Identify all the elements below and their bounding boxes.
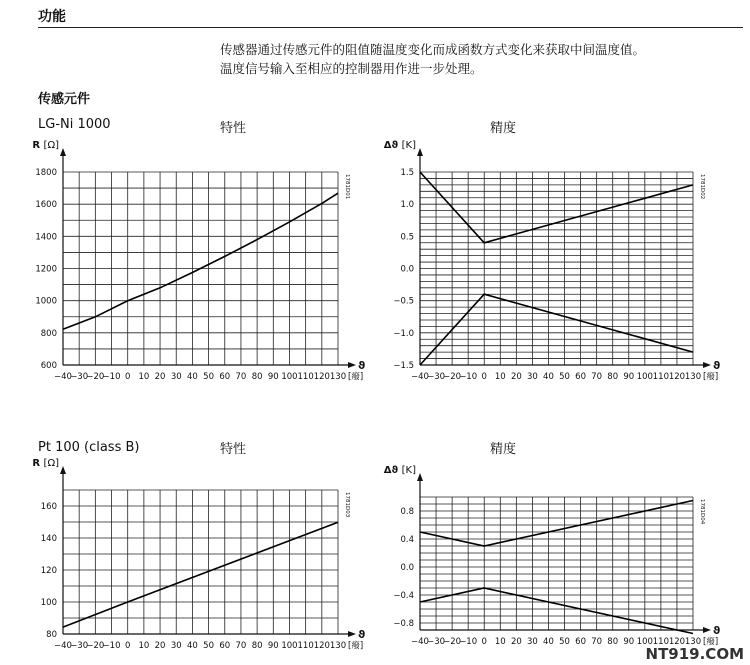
y-tick-label: −0.8 — [393, 619, 414, 629]
x-axis-unit: [癈] — [703, 637, 719, 647]
x-tick-label: 20 — [154, 641, 166, 651]
x-tick-label: 110 — [297, 641, 314, 651]
x-axis-unit: [癈] — [703, 372, 719, 382]
y-tick-label: 0.8 — [400, 507, 414, 517]
x-axis-label: ϑ — [713, 359, 721, 372]
y-axis-label: Δϑ [K] — [383, 465, 416, 476]
x-tick-label: 90 — [623, 637, 635, 647]
x-tick-label: 40 — [543, 637, 554, 647]
x-tick-label: 120 — [313, 641, 330, 651]
x-tick-label: −20 — [86, 372, 105, 382]
x-tick-label: −10 — [102, 372, 121, 382]
x-tick-label: −10 — [102, 641, 121, 651]
y-tick-label: 1000 — [35, 296, 57, 307]
x-axis-label: ϑ — [713, 624, 721, 637]
y-axis-label: Δϑ [K] — [383, 140, 416, 151]
x-tick-label: −30 — [427, 372, 446, 382]
x-tick-label: 40 — [543, 372, 554, 382]
x-tick-label: 0 — [124, 641, 131, 651]
x-tick-label: 40 — [186, 641, 198, 651]
x-tick-label: 120 — [668, 372, 686, 382]
drawing-code: 1781D03 — [344, 492, 350, 518]
x-tick-label: −40 — [54, 641, 72, 651]
x-tick-label: 130 — [684, 637, 702, 647]
heading-accuracy-2: 精度 — [490, 442, 517, 457]
y-tick-label: 80 — [46, 630, 57, 640]
x-axis-label: ϑ — [358, 359, 366, 372]
y-tick-label: 0.0 — [400, 563, 414, 573]
x-tick-label: −20 — [443, 372, 462, 382]
x-tick-label: 20 — [510, 637, 522, 647]
y-tick-label: −1.5 — [393, 361, 414, 371]
x-tick-label: 0 — [481, 637, 487, 647]
x-tick-label: 130 — [684, 372, 702, 382]
y-tick-label: 0.0 — [400, 264, 414, 275]
heading-accuracy-1: 精度 — [490, 121, 517, 136]
x-axis-arrow — [703, 627, 711, 633]
x-tick-label: −40 — [54, 372, 72, 382]
watermark: NT919.COM — [645, 645, 744, 663]
x-tick-label: 30 — [170, 641, 182, 651]
y-tick-label: 800 — [40, 328, 57, 339]
x-tick-label: 80 — [607, 372, 619, 382]
x-tick-label: 30 — [526, 637, 538, 647]
y-tick-label: 100 — [40, 598, 57, 608]
x-tick-label: 60 — [575, 372, 587, 382]
x-tick-label: 100 — [281, 641, 298, 651]
page-title: 功能 — [38, 9, 66, 25]
x-tick-label: 10 — [138, 372, 150, 382]
x-tick-label: −10 — [459, 637, 478, 647]
x-tick-label: 70 — [235, 372, 247, 382]
y-tick-label: 1600 — [35, 200, 57, 211]
heading-characteristic-2: 特性 — [220, 442, 247, 457]
x-tick-label: −30 — [70, 641, 89, 651]
x-tick-label: 30 — [526, 372, 538, 382]
x-tick-label: 10 — [138, 641, 150, 651]
y-tick-label: 0.5 — [400, 232, 414, 243]
x-tick-label: 30 — [170, 372, 182, 382]
x-tick-label: 0 — [481, 372, 487, 382]
x-tick-label: 60 — [575, 637, 587, 647]
y-axis-arrow — [417, 473, 423, 481]
x-axis-unit: [癈] — [348, 641, 364, 651]
intro-line-2: 温度信号输入至相应的控制器用作进一步处理。 — [220, 61, 483, 76]
y-tick-label: 120 — [40, 566, 57, 576]
y-tick-label: 1.0 — [400, 200, 414, 211]
y-tick-label: 1200 — [35, 264, 57, 275]
x-tick-label: 110 — [652, 372, 669, 382]
x-axis-unit: [癈] — [348, 372, 364, 382]
x-tick-label: 130 — [329, 372, 347, 382]
x-tick-label: 70 — [591, 372, 603, 382]
x-tick-label: 50 — [559, 372, 570, 382]
x-tick-label: 50 — [203, 641, 215, 651]
x-tick-label: 100 — [281, 372, 298, 382]
x-tick-label: −30 — [427, 637, 446, 647]
x-tick-label: 80 — [607, 637, 619, 647]
y-tick-label: −1.0 — [393, 328, 414, 339]
x-tick-label: 90 — [623, 372, 635, 382]
y-axis-label: R [Ω] — [32, 458, 59, 469]
x-tick-label: 60 — [219, 372, 231, 382]
subsection-heading: 传感元件 — [38, 92, 91, 107]
y-tick-label: 160 — [40, 502, 57, 512]
x-tick-label: 70 — [591, 637, 603, 647]
x-tick-label: 20 — [154, 372, 166, 382]
x-tick-label: −40 — [411, 372, 429, 382]
drawing-code: 1781D02 — [699, 174, 705, 200]
x-tick-label: 10 — [494, 372, 506, 382]
x-tick-label: −20 — [86, 641, 105, 651]
x-tick-label: 70 — [235, 641, 247, 651]
x-tick-label: 40 — [186, 372, 198, 382]
y-tick-label: −0.4 — [393, 591, 414, 601]
x-tick-label: 120 — [313, 372, 330, 382]
y-tick-label: 1.5 — [400, 168, 414, 178]
sensor-name-pt100: Pt 100 (class B) — [38, 440, 140, 455]
y-tick-label: 1400 — [35, 232, 57, 243]
y-axis-label: R [Ω] — [32, 140, 59, 151]
y-tick-label: 600 — [40, 361, 57, 371]
sensor-name-lg-ni: LG-Ni 1000 — [38, 117, 111, 132]
y-tick-label: 0.4 — [400, 535, 414, 545]
heading-characteristic-1: 特性 — [220, 121, 247, 136]
x-tick-label: 80 — [251, 372, 263, 382]
x-tick-label: −30 — [70, 372, 89, 382]
x-tick-label: 110 — [297, 372, 314, 382]
drawing-code: 1781D01 — [344, 174, 350, 200]
x-tick-label: 120 — [668, 637, 686, 647]
y-tick-label: 140 — [40, 534, 57, 544]
x-tick-label: 50 — [203, 372, 215, 382]
x-tick-label: 90 — [267, 641, 279, 651]
x-tick-label: −20 — [443, 637, 462, 647]
x-tick-label: 50 — [559, 637, 570, 647]
x-tick-label: 100 — [636, 372, 653, 382]
intro-line-1: 传感器通过传感元件的阻值随温度变化而成函数方式变化来获取中间温度值。 — [220, 42, 646, 57]
x-axis-label: ϑ — [358, 628, 366, 641]
x-tick-label: −40 — [411, 637, 429, 647]
x-tick-label: 10 — [494, 637, 506, 647]
x-tick-label: 130 — [329, 641, 347, 651]
drawing-code: 1781D04 — [699, 499, 705, 525]
x-tick-label: −10 — [459, 372, 478, 382]
x-tick-label: 80 — [251, 641, 263, 651]
y-tick-label: −0.5 — [393, 296, 414, 307]
x-tick-label: 100 — [636, 637, 653, 647]
x-tick-label: 20 — [510, 372, 522, 382]
x-tick-label: 60 — [219, 641, 231, 651]
y-tick-label: 1800 — [35, 168, 57, 178]
x-tick-label: 0 — [124, 372, 131, 382]
x-tick-label: 90 — [267, 372, 279, 382]
x-tick-label: 110 — [652, 637, 669, 647]
